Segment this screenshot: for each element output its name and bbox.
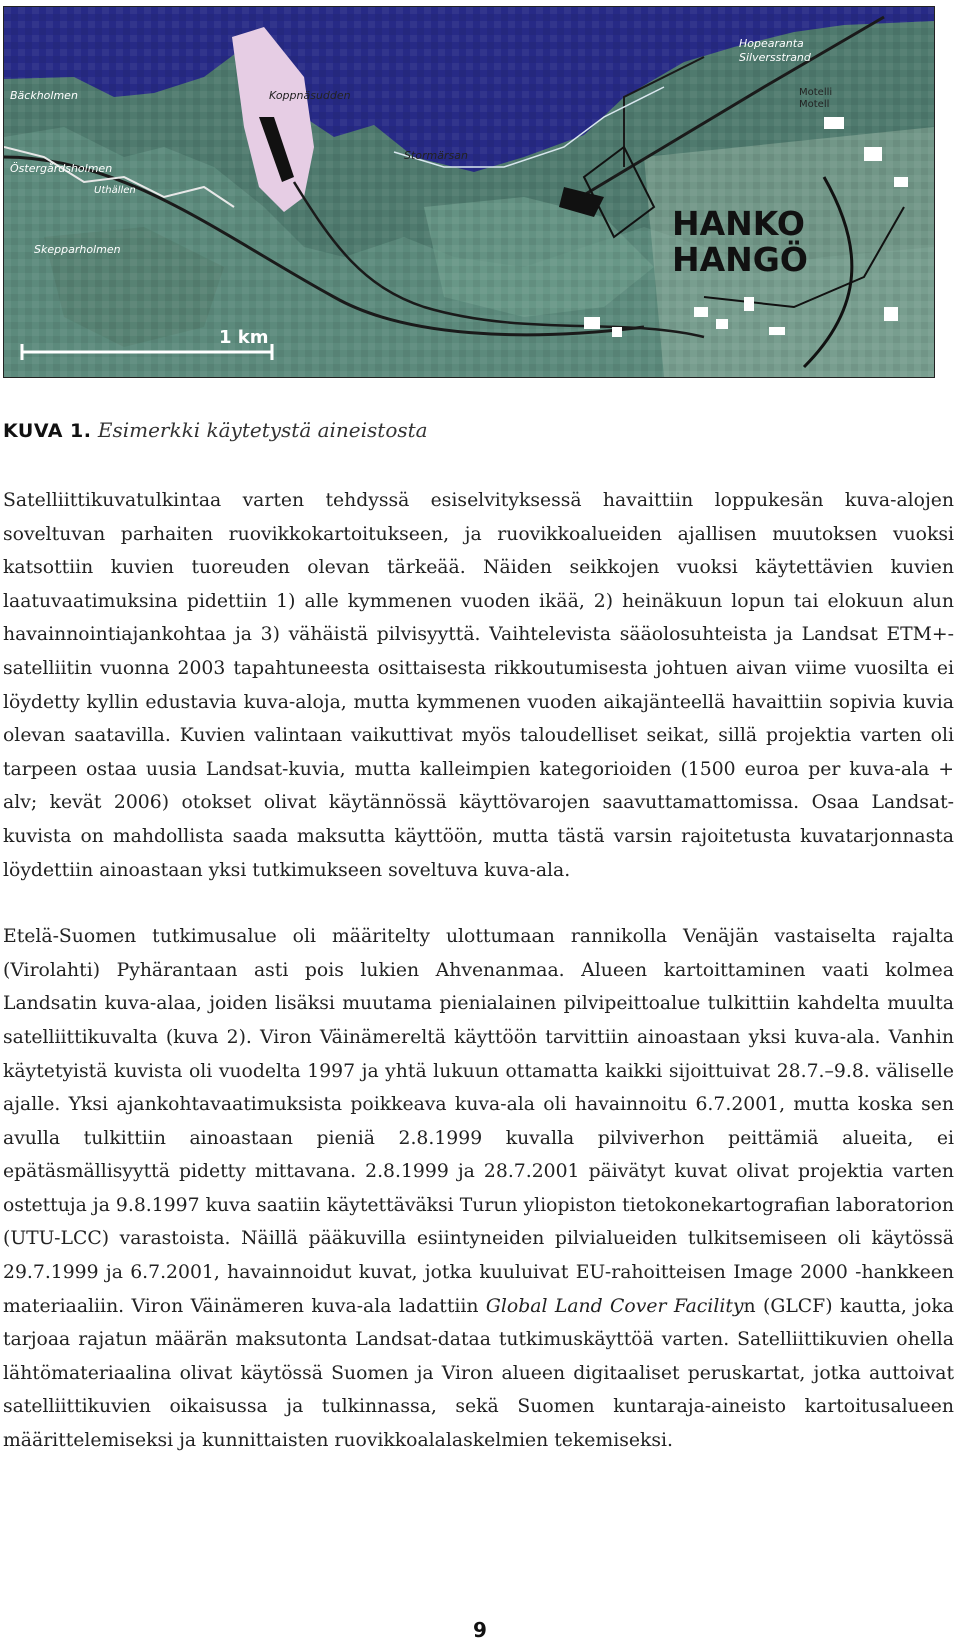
satellite-map [4,7,934,377]
figure-caption [3,417,933,444]
glcf-name: Global Land Cover Facility [485,1295,744,1317]
svg-text:Stormärsan: Stormärsan [404,149,468,162]
body-text [3,484,954,1491]
svg-text:Uthällen: Uthällen [94,185,136,196]
figure-label: KUVA 1. [3,420,92,442]
paragraph-2: Etelä-Suomen tutkimusalue oli määritelty ulottumaan rannikolla Venäjän vastaiselta rajalta (Virolahti) Pyhärantaan asti pois lukien Ahvenanmaa. Alueen kartoittaminen vaati kolmea Landsatin kuva-alaa, joiden lisäksi muutama pienialainen pilvipeittoalue tulkittiin kahdelta muulta satelliittikuvalta (kuva 2). Viron Väinämereltä käyttöön tarvittiin ainoastaan yksi kuva-ala. Vanhin käytetyistä kuvista oli vuodelta 1997 ja yhtä lukuun ottamatta kaikki sijoittuivat 28.7.–9.8. väliselle ajalle. Yksi ajankohtavaatimuksista poikkeava kuva-ala oli havainnoitu 6.7.2001, mutta koska sen avulla tulkittiin ainoastaan pieniä 2.8.1999 kuvalla pilviverhon peittämiä alueita, ei epätäsmällisyyttä pidetty mittavana. 2.8.1999 ja 28.7.2001 päivätyt kuvat olivat projektia varten ostettuja ja 9.8.1997 kuva saatiin käytettäväksi Turun yliopiston tietokonekartografian laboratorion (UTU-LCC) varastoista. Näillä pääkuvilla esiintyneiden pilvialueiden tulkitsemiseen oli käytössä 29.7.1999 ja 6.7.2001, havainnoidut kuvat, jotka kuuluivat EU-rahoitteisen Image 2000 -hankkeen materiaaliin. Viron Väinämeren kuva-ala ladattiin Global Land Cover Facilityn (GLCF) kautta, joka tarjoaa rajatun määrän maksutonta Landsat-dataa tutkimuskäyttöä varten. Satelliittikuvien ohella lähtömateriaalina olivat käytössä Suomen ja Viron alueen digitaaliset peruskartat, jotka auttoivat satelliittikuvien oikaisussa ja tulkinnassa, sekä Suomen kuntaraja-aineisto kartoitusalueen määrittelemiseksi ja kunnittaisten ruovikkoalalaskelmien tekemiseksi. [3,926,954,1452]
svg-text:Motell: Motell [799,99,830,110]
map-label-hango: HANGÖ [672,240,808,279]
satellite-map-figure [3,6,935,378]
paragraph-1: Satelliittikuvatulkintaa varten tehdyssä esiselvityksessä havaittiin loppukesän kuva-alojen soveltuvan parhaiten ruovikkokartoitukseen, ja ruovikkoalueiden ajallisen muutoksen vuoksi katsottiin kuvien tuoreuden olevan tärkeää. Näiden seikkojen vuoksi käytettävien kuvien laatuvaatimuksina pidettiin 1) alle kymmenen vuoden ikää, 2) heinäkuun lopun tai elokuun alun havainnointiajankohtaa ja 3) vähäistä pilvisyyttä. Vaihtelevista sääolosuhteista ja Landsat ETM+-satelliitin vuonna 2003 tapahtuneesta osittaisesta rikkoutumisesta johtuen aivan viime vuosilta ei löydetty kyllin edustavia kuva-aloja, mutta kymmenen vuoden aikajänteellä havaittiin sopivia kuvia olevan saatavilla. Kuvien valintaan vaikuttivat myös taloudelliset seikat, sillä projektia varten oli tarpeen ostaa uusia Landsat-kuvia, mutta kalleimpien kategorioiden (1500 euroa per kuva-ala + alv; kevät 2006) otokset olivat käytännössä käyttövarojen saavuttamattomissa. Osaa Landsat-kuvista on mahdollista saada maksutta käyttöön, mutta tästä varsin rajoitetusta kuvatarjonnasta löydettiin ainoastaan yksi tutkimukseen soveltuva kuva-ala. [3,490,954,881]
scale-label: 1 km [219,327,269,348]
map-label-hanko: HANKO [672,204,805,243]
svg-text:Skepparholmen: Skepparholmen [34,243,121,256]
svg-text:Motelli: Motelli [799,87,833,98]
svg-text:Bäckholmen: Bäckholmen [10,89,78,102]
svg-text:Silversstrand: Silversstrand [739,51,811,64]
svg-text:Hopearanta: Hopearanta [739,37,804,50]
page-number: 9 [473,1618,487,1642]
figure-caption-text: Esimerkki käytetystä aineistosta [97,418,428,442]
svg-text:Östergårdsholmen: Östergårdsholmen [10,162,113,175]
svg-text:Koppnäsudden: Koppnäsudden [269,89,351,102]
